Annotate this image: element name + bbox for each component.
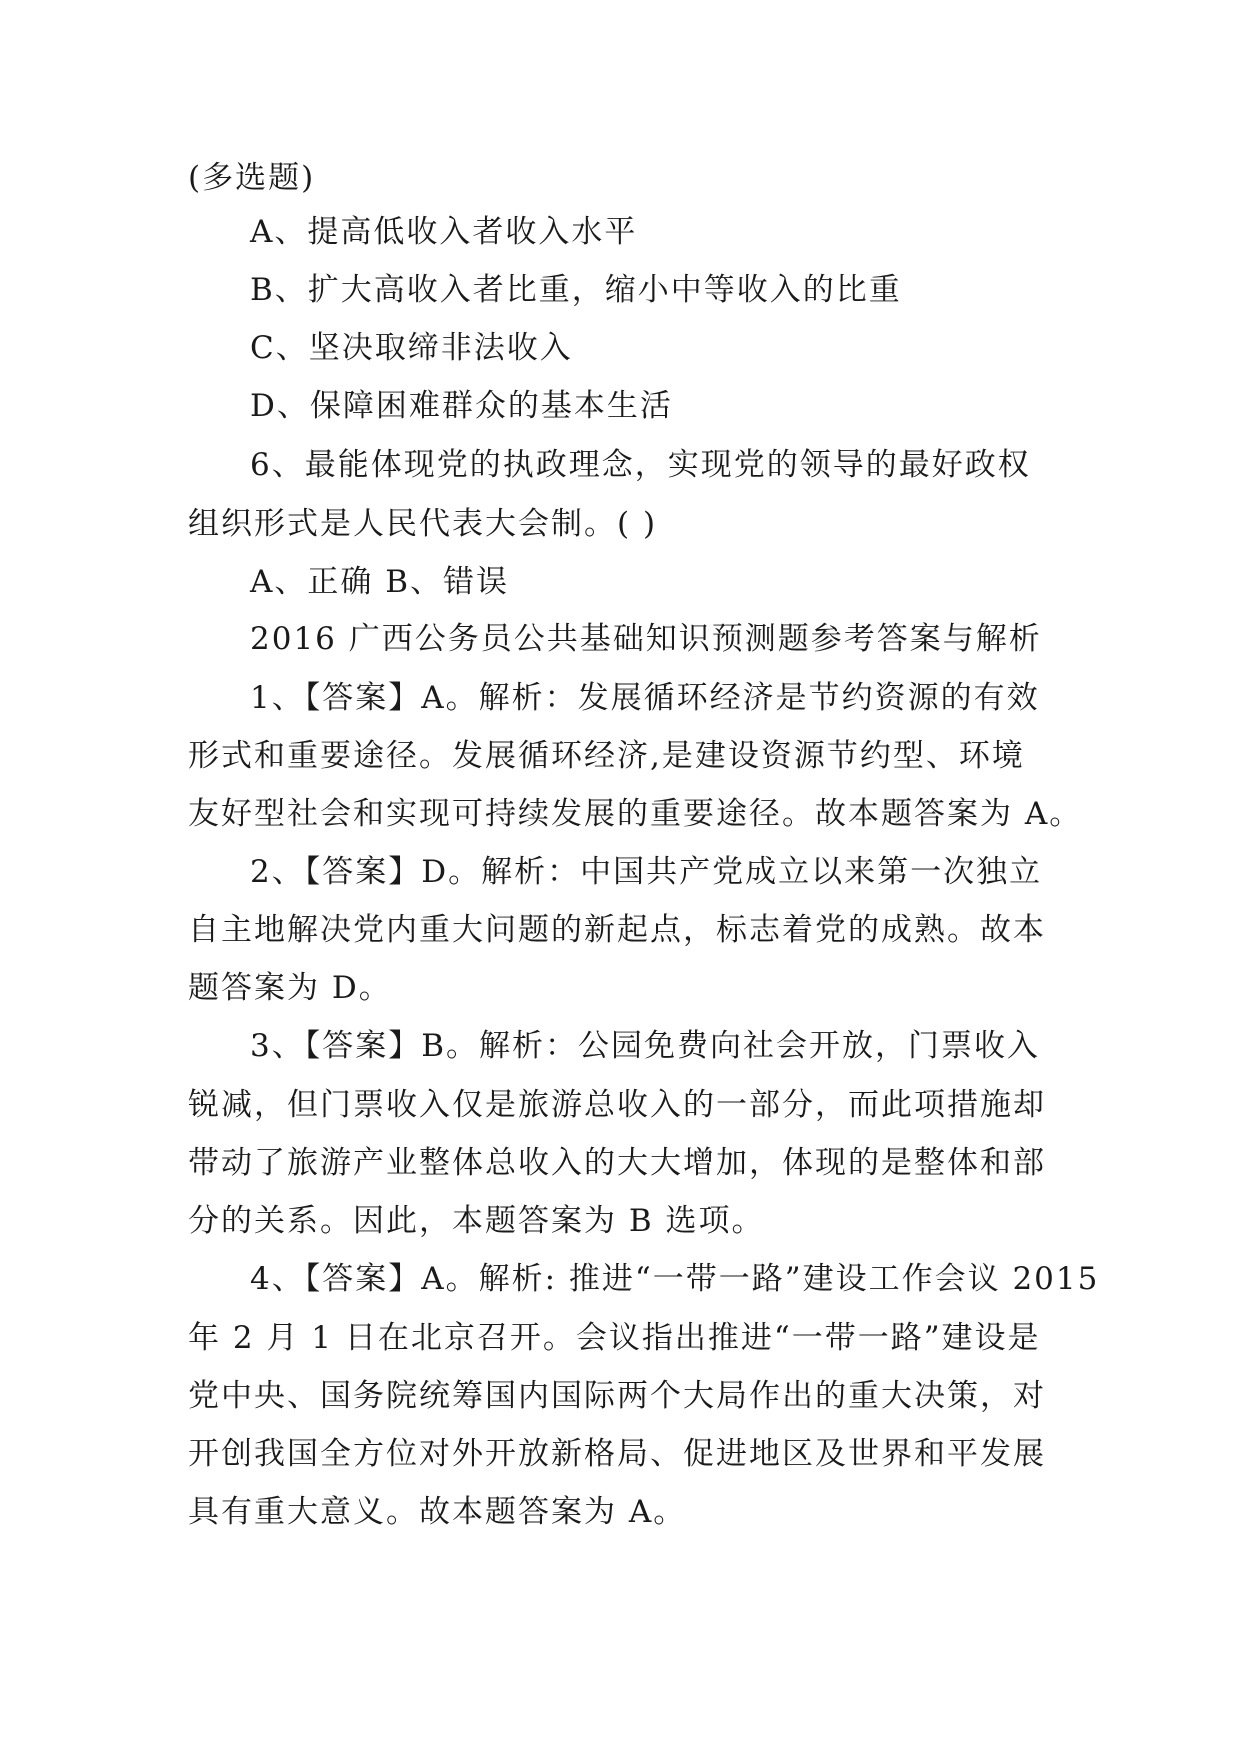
answer-3-cont: 分的关系。因此，本题答案为 B 选项。 bbox=[188, 1203, 765, 1239]
question-type-label: (多选题) bbox=[188, 160, 316, 196]
question-6: 6、最能体现党的执政理念，实现党的领导的最好政权 bbox=[250, 447, 1031, 483]
answer-2: 2、【答案】D。解析：中国共产党成立以来第一次独立 bbox=[250, 854, 1043, 890]
question-6-cont: 组织形式是人民代表大会制。( ) bbox=[188, 506, 658, 542]
answer-4-cont: 开创我国全方位对外开放新格局、促进地区及世界和平发展 bbox=[188, 1436, 1046, 1472]
option-a: A、提高低收入者收入水平 bbox=[250, 214, 638, 250]
answer-2-cont: 自主地解决党内重大问题的新起点，标志着党的成熟。故本 bbox=[188, 912, 1046, 948]
answer-4-cont: 具有重大意义。故本题答案为 A。 bbox=[188, 1494, 687, 1530]
option-b: B、扩大高收入者比重，缩小中等收入的比重 bbox=[250, 272, 902, 308]
answer-3-cont: 带动了旅游产业整体总收入的大大增加，体现的是整体和部 bbox=[188, 1145, 1046, 1181]
question-6-options: A、正确 B、错误 bbox=[250, 564, 510, 600]
answer-3: 3、【答案】B。解析：公园免费向社会开放，门票收入 bbox=[250, 1028, 1041, 1064]
answer-1-cont: 形式和重要途径。发展循环经济,是建设资源节约型、环境 bbox=[188, 738, 1025, 774]
option-c: C、坚决取缔非法收入 bbox=[250, 330, 573, 366]
answer-4-cont: 党中央、国务院统筹国内国际两个大局作出的重大决策，对 bbox=[188, 1378, 1046, 1414]
answer-3-cont: 锐减，但门票收入仅是旅游总收入的一部分，而此项措施却 bbox=[188, 1087, 1046, 1123]
answer-1-cont: 友好型社会和实现可持续发展的重要途径。故本题答案为 A。 bbox=[188, 796, 1083, 832]
option-d: D、保障困难群众的基本生活 bbox=[250, 388, 673, 424]
answer-2-cont: 题答案为 D。 bbox=[188, 970, 392, 1006]
answers-heading: 2016 广西公务员公共基础知识预测题参考答案与解析 bbox=[250, 621, 1042, 657]
answer-4: 4、【答案】A。解析: 推进“一带一路”建设工作会议 2015 bbox=[250, 1261, 1100, 1297]
answer-4-cont: 年 2 月 1 日在北京召开。会议指出推进“一带一路”建设是 bbox=[188, 1320, 1041, 1356]
answer-1: 1、【答案】A。解析：发展循环经济是节约资源的有效 bbox=[250, 680, 1040, 716]
